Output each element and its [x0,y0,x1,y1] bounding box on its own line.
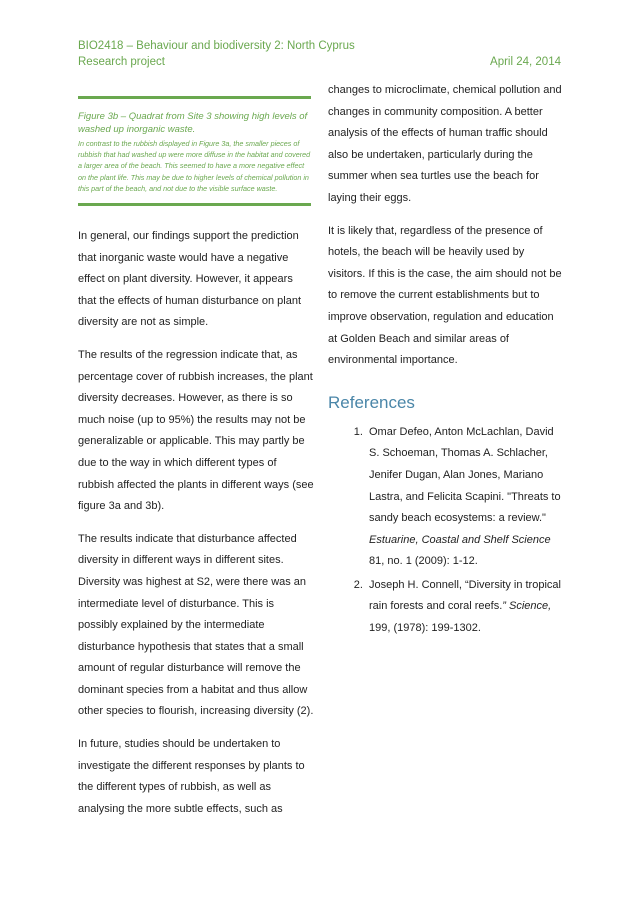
left-column [78,226,314,831]
figure-caption: Figure 3b – Quadrat from Site 3 showing high levels of washed up inorganic waste. [78,111,308,135]
reference-list [328,422,564,640]
header-date: April 24, 2014 [490,56,561,68]
reference-item [366,422,564,573]
reference-item [366,575,564,640]
references-heading: References [328,392,415,412]
figure-note: In contrast to the rubbish displayed in Figure 3a, the smaller pieces of rubbish that had washed up were more diffuse in the habitat and covered a larger area of the beach. This seemed to have a more negative effect on the plant life. This may be due to higher levels of chemical pollution in this part of the beach, and not due to the visible surface waste. [78,139,311,193]
body-paragraph: In general, our findings support the prediction that inorganic waste would have a negative effect on plant diversity. However, it appears that the effects of human disturbance on plant diversity are not as simple. [78,230,302,329]
reference-journal: Estuarine, Coastal and Shelf Science [369,533,551,546]
caption-top-rule [78,96,311,99]
body-paragraph: changes to microclimate, chemical pollution and changes in community composition. A better analysis of the effects of human traffic should also be undertaken, particularly during the summer when sea turtles use the beach for laying their eggs. [328,84,562,204]
running-header [78,38,398,70]
reference-details: 199, (1978): 199-1302. [369,622,481,635]
header-course-title: BIO2418 – Behaviour and biodiversity 2: North Cyprus [78,40,355,52]
reference-authors: Omar Defeo, Anton McLachlan, David S. Schoeman, Thomas A. Schlacher, Jenifer Dugan, Alan Jones, Mariano Lastra, and Felicita Scapini. "Threats to sandy beach ecosystems: a review." [369,425,561,525]
body-paragraph: It is likely that, regardless of the presence of hotels, the beach will be heavily used by visitors. If this is the case, the aim should not be to remove the current establishments but to improve observation, regulation and education at Golden Beach and similar areas of environmental importance. [328,224,562,367]
figure-caption-box [78,96,311,206]
right-column [328,80,564,642]
reference-details: 81, no. 1 (2009): 1-12. [369,555,478,568]
body-paragraph: In future, studies should be undertaken to investigate the different responses by plants to the different types of rubbish, as well as analysing the more subtle effects, such as [78,738,305,815]
caption-bottom-rule [78,203,311,206]
header-project-label: Research project [78,56,165,68]
reference-journal: ” Science, [502,600,552,613]
reference-authors: Joseph H. Connell, “Diversity in tropical rain forests and coral reefs. [369,578,561,613]
body-paragraph: The results indicate that disturbance affected diversity in different ways in different sites. Diversity was highest at S2, were there was an intermediate level of disturbance. This is possibly explained by the intermediate disturbance hypothesis that states that a small amount of regular disturbance will remove the dominant species from a habitat and thus allow other species to flourish, increasing diversity (2). [78,532,314,718]
body-paragraph: The results of the regression indicate that, as percentage cover of rubbish increases, the plant diversity decreases. However, as there is so much noise (up to 95%) the results may not be generalizable or applicable. This may partly be due to the way in which different types of rubbish affected the plants in different ways (see figure 3a and 3b). [78,348,314,513]
